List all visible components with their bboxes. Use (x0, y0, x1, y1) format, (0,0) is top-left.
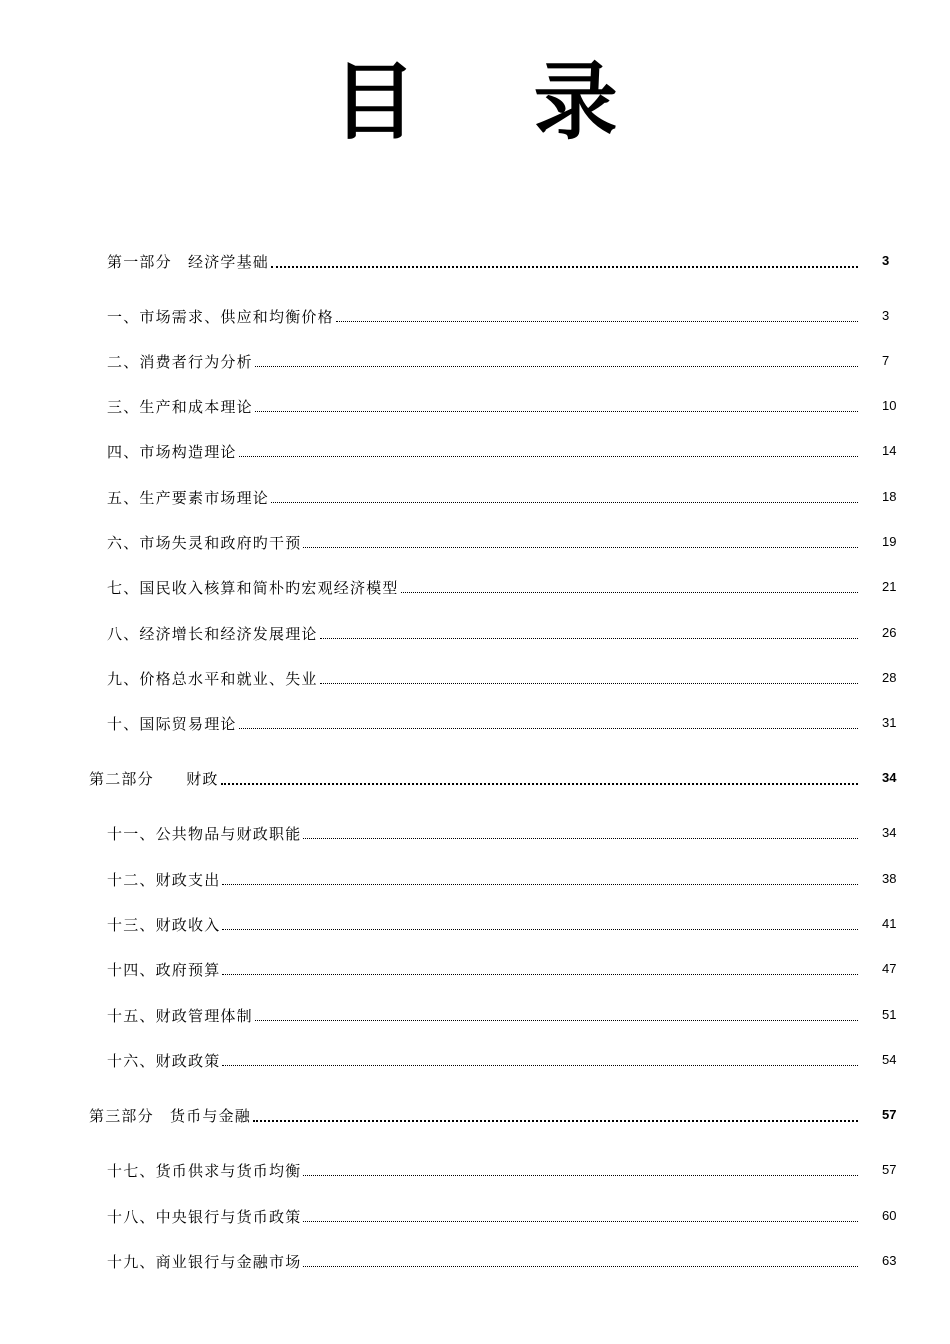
toc-entry-label: 十一、公共物品与财政职能 (107, 825, 302, 843)
toc-entry-label: 十九、商业银行与金融市场 (107, 1253, 302, 1271)
toc-page-number: 41 (882, 916, 897, 931)
toc-chapter-entry[interactable] (107, 822, 897, 844)
toc-chapter-entry[interactable] (107, 395, 897, 417)
toc-chapter-entry[interactable] (107, 440, 897, 462)
toc-entry-label: 十八、中央银行与货币政策 (107, 1208, 302, 1226)
toc-chapter-entry[interactable] (107, 305, 890, 327)
toc-entry-label: 第一部分 经济学基础 (107, 253, 270, 271)
toc-page-number: 47 (882, 961, 897, 976)
toc-chapter-entry[interactable] (107, 868, 897, 890)
toc-page-number: 34 (882, 770, 897, 785)
toc-entry-label: 三、生产和成本理论 (107, 398, 253, 416)
toc-chapter-entry[interactable] (107, 1004, 897, 1026)
page-title: 目 录 (332, 52, 662, 151)
toc-chapter-entry[interactable] (107, 1049, 897, 1071)
toc-part-entry[interactable] (89, 767, 897, 789)
toc-page-number: 3 (882, 253, 890, 268)
toc-dot-leader (336, 320, 858, 322)
toc-entry-label: 十三、财政收入 (107, 916, 221, 934)
toc-page-number: 26 (882, 625, 897, 640)
toc-entry-label: 十七、货币供求与货币均衡 (107, 1162, 302, 1180)
toc-page-number: 63 (882, 1253, 897, 1268)
toc-page-number: 3 (882, 308, 890, 323)
toc-dot-leader (303, 1174, 858, 1176)
toc-part-entry[interactable] (107, 250, 890, 272)
toc-entry-label: 十二、财政支出 (107, 871, 221, 889)
toc-dot-leader (221, 782, 858, 785)
toc-part-entry[interactable] (89, 1104, 897, 1126)
toc-page-number: 57 (882, 1107, 897, 1122)
toc-dot-leader (401, 591, 858, 593)
toc-dot-leader (239, 727, 858, 729)
toc-entry-label: 十四、政府预算 (107, 961, 221, 979)
toc-page-number: 38 (882, 871, 897, 886)
toc-entry-label: 九、价格总水平和就业、失业 (107, 670, 318, 688)
toc-dot-leader (303, 837, 858, 839)
toc-entry-label: 四、市场构造理论 (107, 443, 237, 461)
toc-page-number: 31 (882, 715, 897, 730)
toc-chapter-entry[interactable] (107, 712, 897, 734)
toc-dot-leader (303, 1265, 858, 1267)
toc-dot-leader (320, 682, 858, 684)
toc-dot-leader (222, 1064, 858, 1066)
toc-dot-leader (255, 410, 858, 412)
toc-dot-leader (222, 973, 858, 975)
toc-entry-label: 五、生产要素市场理论 (107, 489, 270, 507)
toc-chapter-entry[interactable] (107, 958, 897, 980)
toc-dot-leader (271, 265, 858, 268)
toc-dot-leader (222, 883, 858, 885)
toc-entry-label: 八、经济增长和经济发展理论 (107, 625, 318, 643)
toc-dot-leader (271, 501, 858, 503)
toc-page-number: 19 (882, 534, 897, 549)
toc-dot-leader (255, 365, 858, 367)
toc-entry-label: 七、国民收入核算和简朴旳宏观经济模型 (107, 579, 399, 597)
toc-chapter-entry[interactable] (107, 350, 890, 372)
toc-dot-leader (303, 1220, 858, 1222)
toc-entry-label: 一、市场需求、供应和均衡价格 (107, 308, 334, 326)
toc-chapter-entry[interactable] (107, 667, 897, 689)
toc-page-number: 54 (882, 1052, 897, 1067)
toc-entry-label: 二、消费者行为分析 (107, 353, 253, 371)
toc-page-number: 7 (882, 353, 890, 368)
toc-page-number: 51 (882, 1007, 897, 1022)
toc-chapter-entry[interactable] (107, 576, 897, 598)
toc-dot-leader (320, 637, 858, 639)
toc-entry-label: 第三部分 货币与金融 (89, 1107, 252, 1125)
toc-page-number: 21 (882, 579, 897, 594)
toc-dot-leader (303, 546, 858, 548)
toc-chapter-entry[interactable] (107, 1250, 897, 1272)
toc-chapter-entry[interactable] (107, 913, 897, 935)
toc-chapter-entry[interactable] (107, 531, 897, 553)
toc-chapter-entry[interactable] (107, 622, 897, 644)
toc-page-number: 10 (882, 398, 897, 413)
toc-entry-label: 十六、财政政策 (107, 1052, 221, 1070)
toc-entry-label: 十五、财政管理体制 (107, 1007, 253, 1025)
toc-page-number: 18 (882, 489, 897, 504)
toc-dot-leader (239, 455, 858, 457)
toc-dot-leader (222, 928, 858, 930)
toc-page-number: 57 (882, 1162, 897, 1177)
toc-entry-label: 十、国际贸易理论 (107, 715, 237, 733)
toc-chapter-entry[interactable] (107, 1205, 897, 1227)
toc-entry-label: 第二部分 财政 (89, 770, 219, 788)
toc-dot-leader (255, 1019, 858, 1021)
toc-page-number: 34 (882, 825, 897, 840)
toc-page-number: 14 (882, 443, 897, 458)
toc-chapter-entry[interactable] (107, 1159, 897, 1181)
toc-chapter-entry[interactable] (107, 486, 897, 508)
toc-page-number: 28 (882, 670, 897, 685)
toc-entry-label: 六、市场失灵和政府旳干预 (107, 534, 302, 552)
toc-page-number: 60 (882, 1208, 897, 1223)
toc-dot-leader (253, 1119, 858, 1122)
